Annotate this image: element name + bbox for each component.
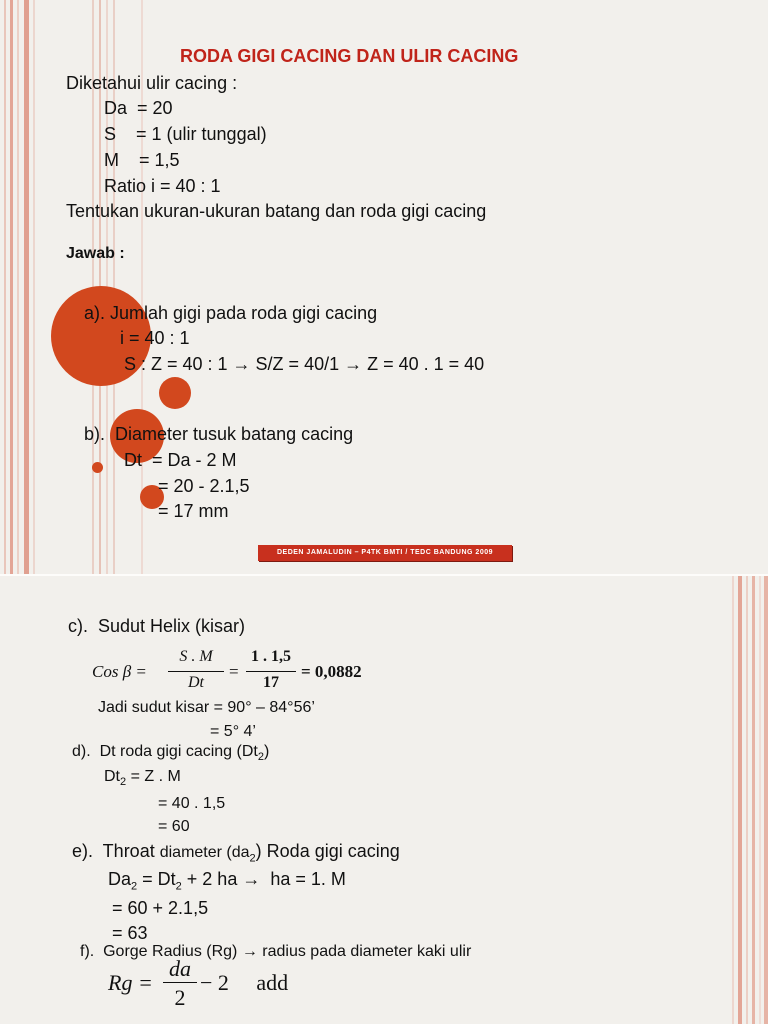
decor-stripe [752,576,755,1024]
gorge-formula-rest: − 2 add [200,970,289,995]
part-a-heading: a). Jumlah gigi pada roda gigi cacing [84,303,378,323]
part-e-line: = 63 [112,923,148,943]
part-e-heading: e). Throat diameter $(da_2)$ Roda gigi cacing [72,841,400,865]
part-b-line: = 17 mm [158,501,229,521]
given-line: Da = 20 [104,98,173,118]
slide-2 [0,576,768,1024]
part-e-line: $Da_2 = Dt_2 + 2$ ha → ha = 1. M [108,869,346,893]
part-b-heading: b). Diameter tusuk batang cacing [84,424,354,444]
decor-stripe [732,576,734,1024]
fraction-bar [246,671,296,672]
decor-circle [159,377,191,409]
part-d-line: = 60 [158,818,190,835]
given-line: M = 1,5 [104,150,180,170]
helix-result: = 0,0882 [301,662,362,681]
decor-circle [92,462,103,473]
fraction-bar [168,671,224,672]
decor-stripe [33,0,35,574]
part-c-line: = 5° 4’ [210,723,256,740]
part-c-heading: c). Sudut Helix (kisar) [68,616,246,636]
decor-stripe [759,576,761,1024]
fraction-numerator: S . M [179,648,213,665]
decor-stripe [764,576,768,1024]
part-f-heading: f). Gorge Radius (Rg) → radius pada diameter kaki ulir [80,943,472,960]
fraction-denominator: Dt [188,674,204,691]
task-text: Tentukan ukuran-ukuran batang dan roda gigi cacing [66,201,487,221]
footer-banner: DEDEN JAMALUDIN – P4TK BMTI / TEDC BANDUNG 2009 [258,545,512,561]
part-d-line: $Dt_2 = Z$ . M [104,768,181,789]
part-e-line: = 60 + 2.1,5 [112,898,209,918]
decor-stripe [4,0,6,574]
decor-stripe [746,576,748,1024]
fraction-bar [163,982,197,983]
given-line: Ratio i = 40 : 1 [104,176,221,196]
part-c-line: Jadi sudut kisar = 90° – 84°56’ [98,699,315,716]
part-d-line: = 40 . 1,5 [158,795,226,812]
given-header: Diketahui ulir cacing : [66,73,238,93]
decor-stripe [17,0,19,574]
decor-stripe [24,0,29,574]
helix-fraction-1 [168,648,224,694]
helix-fraction-2 [246,648,296,694]
fraction-denominator: 17 [263,674,279,691]
part-a-line: i = 40 : 1 [120,328,190,348]
given-line: S = 1 (ulir tunggal) [104,124,267,144]
helix-formula-lhs: Cos β = [92,662,147,681]
fraction-denominator: 2 [174,985,186,1010]
part-d-heading: d). Dt roda gigi cacing $(Dt_2)$ [72,743,270,764]
page-title: RODA GIGI CACING DAN ULIR CACING [180,46,519,66]
gorge-formula-lhs: Rg = [108,970,153,995]
fraction-numerator: 1 . 1,5 [251,648,291,665]
answer-label: Jawab : [66,245,125,262]
part-b-line: Dt = Da - 2 M [124,450,237,470]
part-b-line: = 20 - 2.1,5 [158,476,250,496]
decor-stripe [10,0,13,574]
fraction-numerator: da [169,956,191,981]
part-a-line: S : Z = 40 : 1 → S/Z = 40/1 → Z = 40 . 1 = 40 [124,354,485,374]
decor-stripe [738,576,742,1024]
gorge-fraction [163,956,197,1008]
equals-sign: = [229,662,239,681]
